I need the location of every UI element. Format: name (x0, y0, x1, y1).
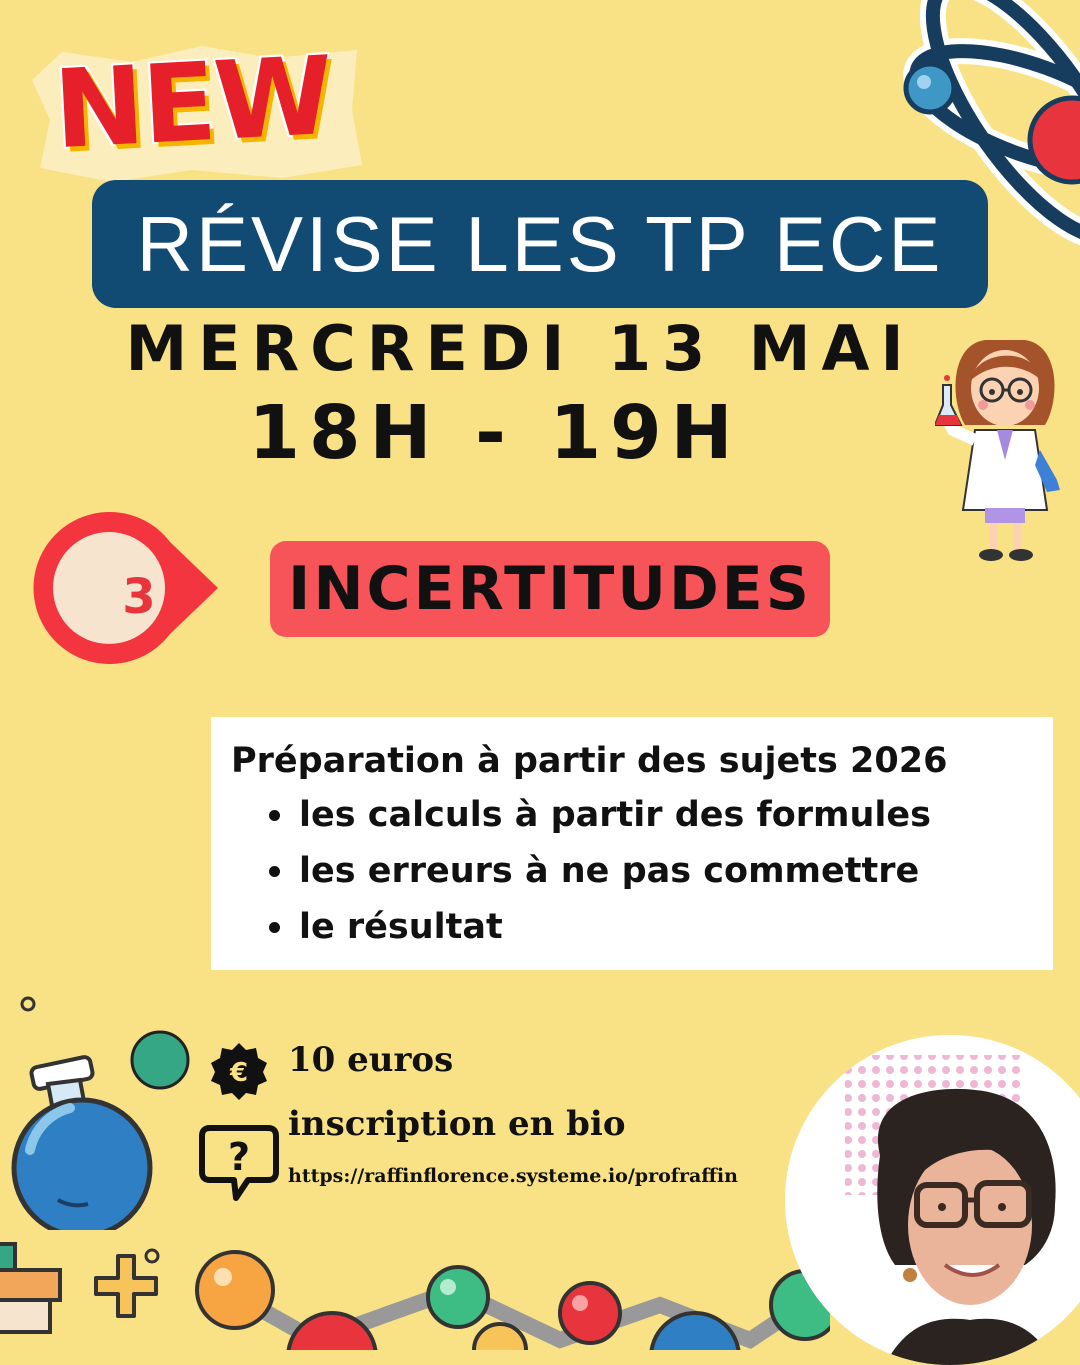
signup-link[interactable]: https://raffinflorence.systeme.io/profraffin (288, 1165, 738, 1187)
content-list (231, 787, 1053, 955)
page-title: RÉVISE LES TP ECE (136, 199, 944, 288)
small-bubble-icon (18, 994, 38, 1014)
plus-icon (88, 1248, 168, 1328)
list-item: le résultat (299, 899, 1053, 955)
price-text: 10 euros (288, 1040, 454, 1080)
content-heading: Préparation à partir des sujets 2026 (231, 741, 948, 781)
question-symbol: ? (227, 1135, 251, 1179)
step-pin (30, 510, 220, 665)
session-date: MERCREDI 13 MAI (125, 312, 915, 385)
euro-symbol: € (229, 1058, 249, 1088)
scientist-illustration (935, 330, 1075, 565)
step-number: 3 (122, 569, 156, 625)
topic-box (270, 541, 830, 637)
euro-badge-icon (208, 1040, 270, 1102)
flask-icon (0, 1050, 170, 1230)
signup-text: inscription en bio (288, 1104, 626, 1144)
list-item: les calculs à partir des formules (299, 787, 1053, 843)
molecule-icon (190, 1245, 830, 1350)
question-bubble-icon (196, 1120, 282, 1206)
list-item: les erreurs à ne pas commettre (299, 843, 1053, 899)
topic-label: INCERTITUDES (288, 554, 812, 624)
new-badge (22, 33, 372, 190)
content-card (211, 717, 1053, 970)
title-banner (92, 180, 988, 308)
session-time: 18H - 19H (248, 390, 742, 476)
new-label: NEW (50, 33, 335, 174)
books-icon (0, 1240, 70, 1350)
